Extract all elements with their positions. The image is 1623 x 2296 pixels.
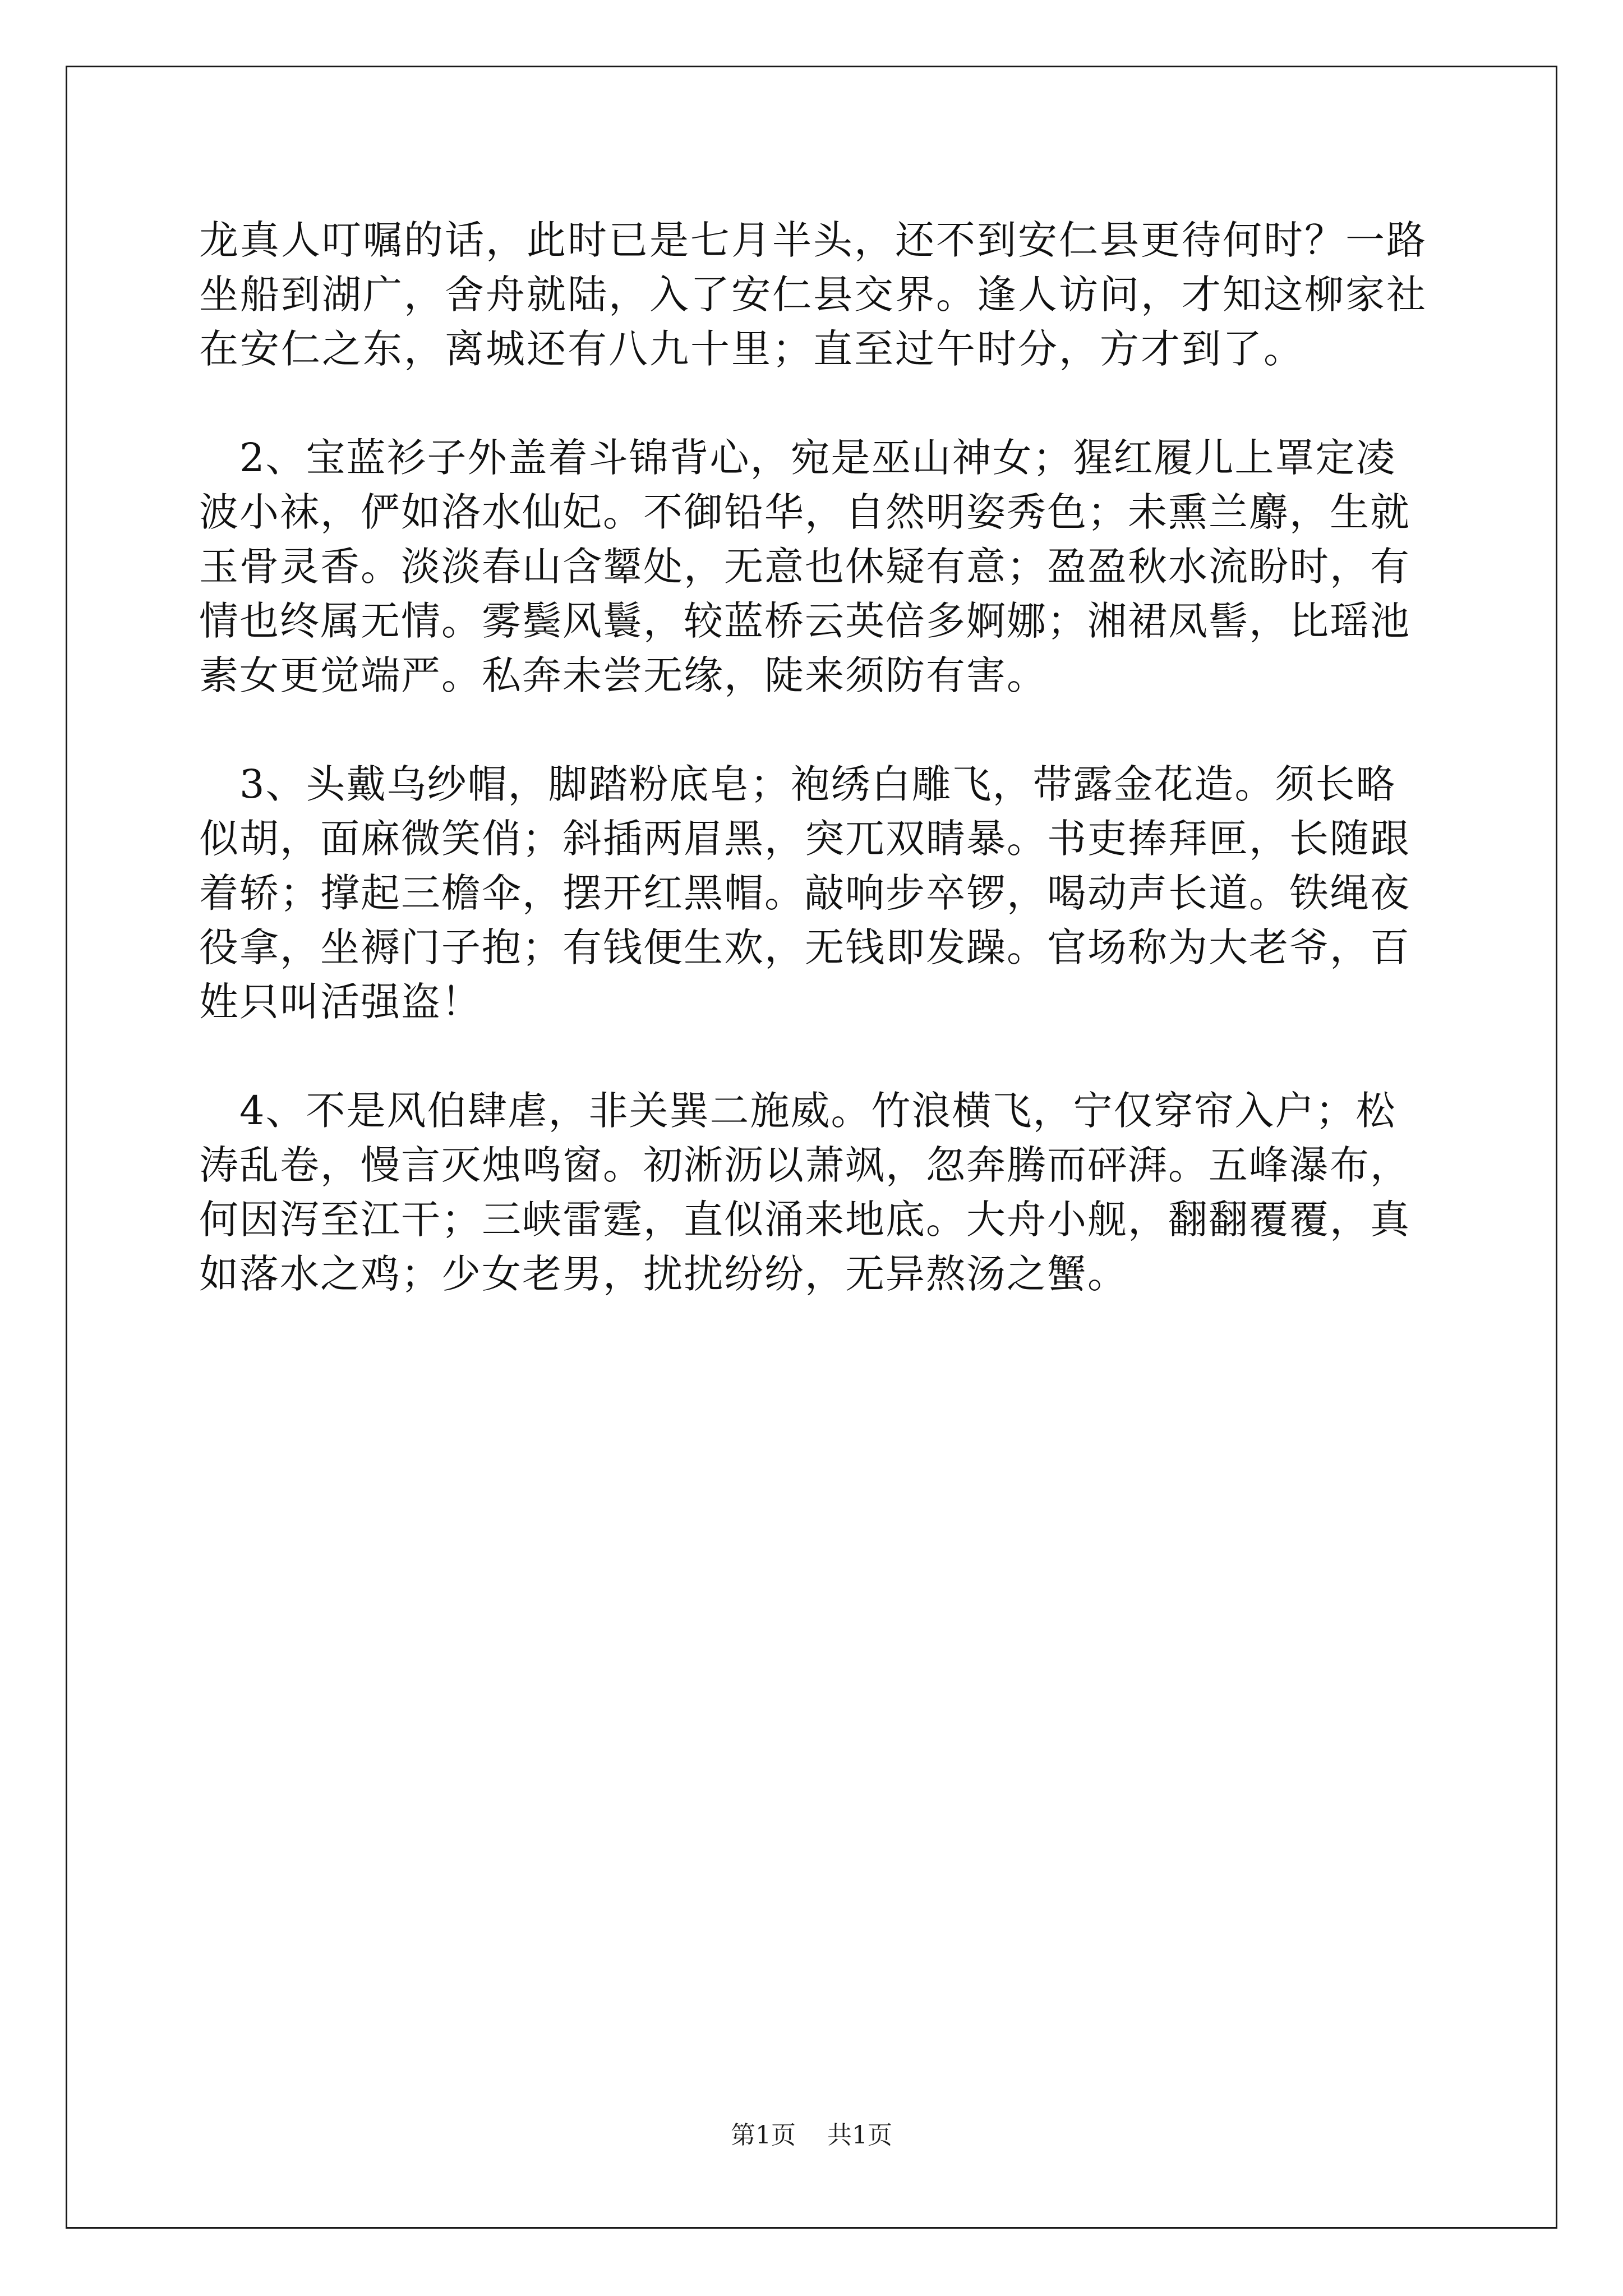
paragraph: [199, 431, 1422, 703]
paragraph: [199, 1084, 1422, 1301]
text-line: 坐船到湖广，舍舟就陆，入了安仁县交界。逢人访问，才知这柳家社: [199, 272, 1427, 318]
page-number: 第1页: [731, 2121, 796, 2150]
text-line: 如落水之鸡；少女老男，扰扰纷纷，无异熬汤之蟹。: [199, 1251, 1128, 1297]
text-line: 情也终属无情。雾鬓风鬟，较蓝桥云英倍多婀娜；湘裙凤髻，比瑶池: [199, 598, 1410, 644]
document-body: [199, 213, 1427, 1356]
text-line: 姓只叫活强盗！: [199, 979, 482, 1025]
paragraph: [199, 213, 1427, 376]
text-line: 龙真人叮嘱的话，此时已是七月半头，还不到安仁县更待何时？一路: [199, 217, 1427, 263]
text-line: 素女更觉端严。私奔未尝无缘，陡来须防有害。: [199, 652, 1047, 698]
page-footer: [0, 2115, 1623, 2151]
text-line: 何因泻至江干；三峡雷霆，直似涌来地底。大舟小舰，翻翻覆覆，真: [199, 1197, 1410, 1243]
text-line: 涛乱卷，慢言灭烛鸣窗。初淅沥以萧飒，忽奔腾而砰湃。五峰瀑布，: [199, 1142, 1410, 1188]
text-line: 4、不是风伯肆虐，非关巽二施威。竹浪横飞，宁仅穿帘入户；松: [199, 1088, 1396, 1134]
text-line: 2、宝蓝衫子外盖着斗锦背心，宛是巫山神女；猩红履儿上罩定凌: [199, 435, 1396, 481]
text-line: 着轿；撑起三檐伞，摆开红黑帽。敲响步卒锣，喝动声长道。铁绳夜: [199, 870, 1410, 916]
page-total: 共1页: [827, 2121, 892, 2150]
text-line: 玉骨灵香。淡淡春山含颦处，无意也休疑有意；盈盈秋水流盼时，有: [199, 544, 1410, 590]
text-line: 似胡，面麻微笑俏；斜插两眉黑，突兀双睛暴。书吏捧拜匣，长随跟: [199, 816, 1410, 862]
text-line: 3、头戴乌纱帽，脚踏粉底皂；袍绣白雕飞，带露金花造。须长略: [199, 761, 1396, 807]
text-line: 波小袜，俨如洛水仙妃。不御铅华，自然明姿秀色；未熏兰麝，生就: [199, 489, 1410, 535]
paragraph: [199, 757, 1422, 1029]
text-line: 役拿，坐褥门子抱；有钱便生欢，无钱即发躁。官场称为大老爷，百: [199, 924, 1410, 970]
text-line: 在安仁之东，离城还有八九十里；直至过午时分，方才到了。: [199, 326, 1304, 372]
